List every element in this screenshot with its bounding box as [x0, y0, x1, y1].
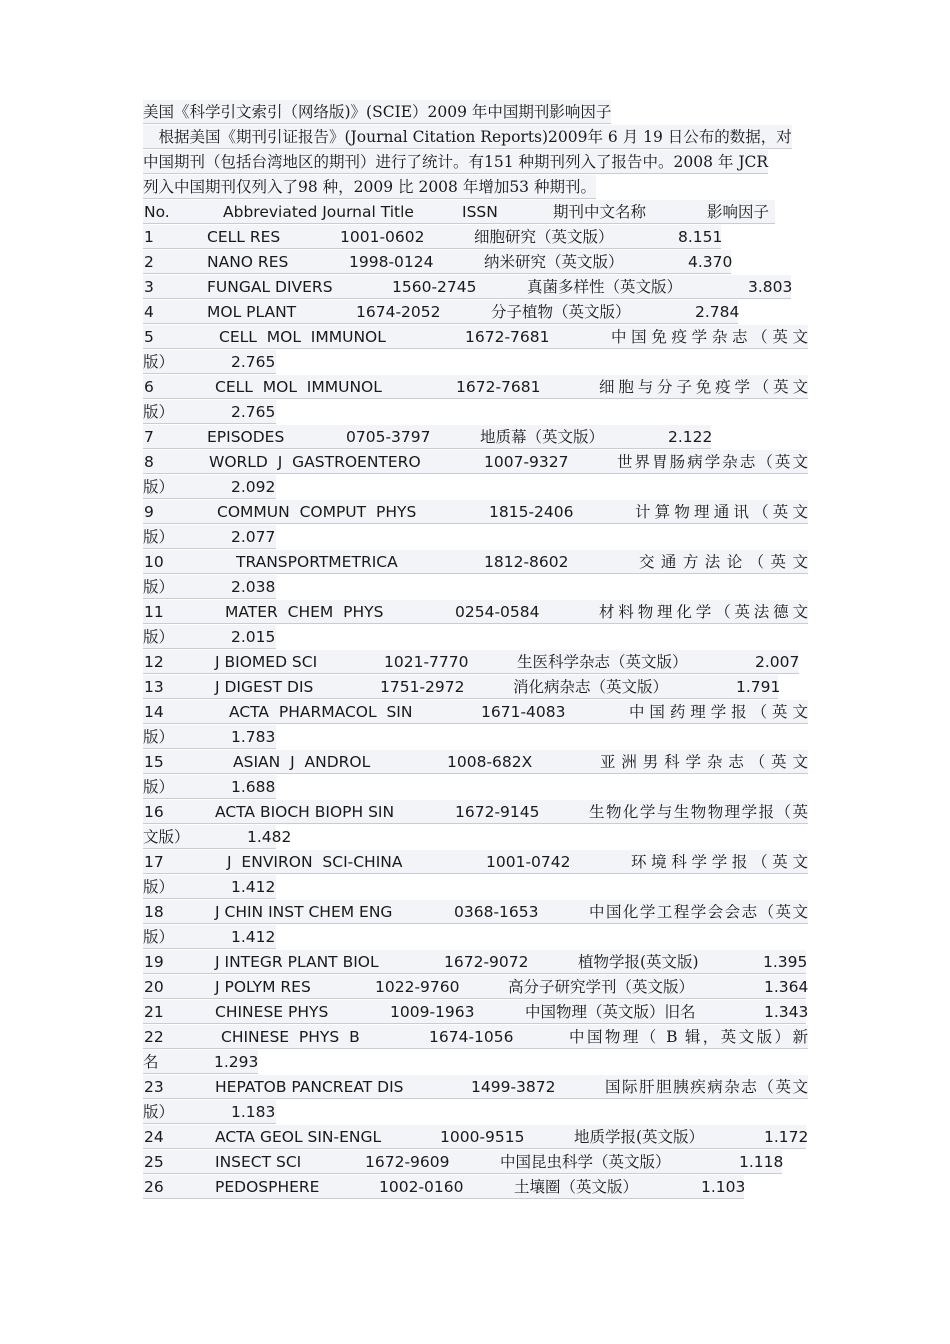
table-row	[143, 675, 808, 700]
row-impact-factor: 2.765	[231, 353, 276, 371]
row-title: J POLYM RES	[215, 978, 311, 996]
row-cn: 中国免疫学杂志（英文	[611, 328, 808, 346]
table-row	[143, 325, 808, 350]
row-cn: 材料物理化学（英法德文	[599, 603, 808, 621]
table-row-continuation	[143, 525, 808, 550]
row-issn: 1002-0160	[379, 1178, 464, 1196]
table-row	[143, 375, 808, 400]
table-row-continuation	[143, 1050, 808, 1075]
row-impact-factor: 2.122	[668, 428, 713, 446]
row-cn: 中国昆虫科学（英文版）	[500, 1153, 671, 1171]
row-issn: 1674-1056	[429, 1028, 514, 1046]
row-impact-factor: 1.791	[736, 678, 781, 696]
row-no: 5	[144, 328, 154, 346]
table-row-continuation	[143, 475, 808, 500]
row-issn: 0368-1653	[454, 903, 539, 921]
table-row	[143, 900, 808, 925]
row-no: 11	[144, 603, 164, 621]
document	[143, 100, 808, 1200]
row-title: TRANSPORTMETRICA	[236, 553, 398, 571]
row-issn: 1001-0742	[486, 853, 571, 871]
row-impact-factor: 2.784	[695, 303, 740, 321]
row-cn: 生物化学与生物物理学报（英	[589, 803, 808, 821]
row-title: COMMUN COMPUT PHYS	[217, 503, 417, 521]
journal-table	[143, 225, 808, 1200]
row-cn: 细胞研究（英文版）	[474, 228, 614, 246]
table-row	[143, 1025, 808, 1050]
header-no: No.	[144, 203, 170, 221]
row-cn: 真菌多样性（英文版）	[527, 278, 683, 296]
row-impact-factor: 1.482	[247, 828, 292, 846]
row-issn: 1499-3872	[471, 1078, 556, 1096]
row-impact-factor: 1.343	[764, 1003, 809, 1021]
row-issn: 1672-7681	[465, 328, 550, 346]
row-cn: 世界胃肠病学杂志（英文	[617, 453, 808, 471]
table-row	[143, 650, 808, 675]
row-no: 13	[144, 678, 164, 696]
row-cn: 中国物理（ B 辑，英文版）新	[569, 1028, 808, 1046]
row-title: WORLD J GASTROENTERO	[209, 453, 421, 471]
table-row-continuation	[143, 875, 808, 900]
table-row-continuation	[143, 825, 808, 850]
row-cn-cont: 版）	[143, 578, 175, 596]
row-impact-factor: 1.118	[739, 1153, 784, 1171]
row-cn-cont: 版）	[143, 353, 175, 371]
row-issn: 1751-2972	[380, 678, 465, 696]
row-title: NANO RES	[207, 253, 289, 271]
row-impact-factor: 1.412	[231, 878, 276, 896]
row-impact-factor: 4.370	[688, 253, 733, 271]
row-cn: 中国化学工程学会会志（英文	[589, 903, 808, 921]
row-cn: 中国物理（英文版）旧名	[525, 1003, 696, 1021]
row-cn: 高分子研究学刊（英文版）	[508, 978, 695, 996]
row-impact-factor: 1.395	[763, 953, 808, 971]
row-title: J BIOMED SCI	[215, 653, 318, 671]
row-cn: 亚洲男科学杂志（英文	[600, 753, 808, 771]
table-row	[143, 700, 808, 725]
table-row	[143, 750, 808, 775]
row-issn: 1672-9072	[444, 953, 529, 971]
row-title: HEPATOB PANCREAT DIS	[215, 1078, 404, 1096]
row-title: EPISODES	[207, 428, 285, 446]
row-no: 21	[144, 1003, 164, 1021]
header-if: 影响因子	[707, 203, 770, 221]
table-row	[143, 450, 808, 475]
row-issn: 1815-2406	[489, 503, 574, 521]
row-issn: 1674-2052	[356, 303, 441, 321]
row-cn: 植物学报(英文版)	[578, 953, 699, 971]
intro-line-2: 中国期刊（包括台湾地区的期刊）进行了统计。有151 种期刊列入了报告中。2008 年 JCR	[143, 150, 768, 174]
row-no: 4	[144, 303, 154, 321]
table-row-continuation	[143, 625, 808, 650]
row-cn-cont: 名	[143, 1053, 159, 1071]
row-cn: 土壤圈（英文版）	[514, 1178, 639, 1196]
row-no: 20	[144, 978, 164, 996]
document-title: 美国《科学引文索引（网络版)》(SCIE）2009 年中国期刊影响因子	[143, 100, 611, 124]
intro-line-1: 根据美国《期刊引证报告》(Journal Citation Reports)2009年 6 月 19 日公布的数据，对	[143, 125, 792, 149]
row-cn: 地质学报(英文版）	[574, 1128, 705, 1146]
table-row-continuation	[143, 775, 808, 800]
row-no: 25	[144, 1153, 164, 1171]
row-title: ACTA GEOL SIN-ENGL	[215, 1128, 382, 1146]
row-issn: 1000-9515	[440, 1128, 525, 1146]
table-row	[143, 300, 808, 325]
table-row	[143, 550, 808, 575]
row-impact-factor: 1.412	[231, 928, 276, 946]
table-row	[143, 500, 808, 525]
table-row	[143, 600, 808, 625]
row-no: 23	[144, 1078, 164, 1096]
row-impact-factor: 2.007	[755, 653, 800, 671]
row-cn: 分子植物（英文版）	[491, 303, 631, 321]
row-title: CHINESE PHYS B	[221, 1028, 360, 1046]
table-row-continuation	[143, 350, 808, 375]
row-cn-cont: 版）	[143, 628, 175, 646]
row-impact-factor: 1.103	[701, 1178, 746, 1196]
table-row	[143, 425, 808, 450]
table-row-continuation	[143, 925, 808, 950]
row-cn: 计算物理通讯（英文	[635, 503, 808, 521]
row-no: 7	[144, 428, 154, 446]
row-impact-factor: 1.783	[231, 728, 276, 746]
row-issn: 1001-0602	[340, 228, 425, 246]
row-cn: 地质幕（英文版）	[480, 428, 605, 446]
table-row-continuation	[143, 575, 808, 600]
table-row	[143, 1175, 808, 1200]
row-no: 6	[144, 378, 154, 396]
table-row	[143, 1000, 808, 1025]
row-no: 19	[144, 953, 164, 971]
row-issn: 1672-7681	[456, 378, 541, 396]
row-title: ASIAN J ANDROL	[233, 753, 371, 771]
row-impact-factor: 1.364	[764, 978, 809, 996]
row-issn: 0254-0584	[455, 603, 540, 621]
table-row	[143, 950, 808, 975]
row-no: 3	[144, 278, 154, 296]
row-no: 26	[144, 1178, 164, 1196]
table-row	[143, 1150, 808, 1175]
row-issn: 0705-3797	[346, 428, 431, 446]
table-row	[143, 275, 808, 300]
table-row	[143, 225, 808, 250]
row-cn-cont: 版）	[143, 528, 175, 546]
row-cn: 环境科学学报（英文	[631, 853, 808, 871]
row-cn-cont: 版）	[143, 928, 175, 946]
row-title: J CHIN INST CHEM ENG	[215, 903, 393, 921]
row-no: 15	[144, 753, 164, 771]
row-cn-cont: 版）	[143, 878, 175, 896]
row-cn: 纳米研究（英文版）	[484, 253, 624, 271]
row-impact-factor: 2.038	[231, 578, 276, 596]
row-issn: 1007-9327	[484, 453, 569, 471]
row-no: 17	[144, 853, 164, 871]
row-no: 1	[144, 228, 154, 246]
row-issn: 1998-0124	[349, 253, 434, 271]
row-issn: 1022-9760	[375, 978, 460, 996]
row-cn: 交通方法论（英文	[639, 553, 808, 571]
row-title: CELL RES	[207, 228, 281, 246]
table-header	[143, 200, 808, 225]
row-no: 12	[144, 653, 164, 671]
row-impact-factor: 1.293	[214, 1053, 259, 1071]
row-no: 2	[144, 253, 154, 271]
intro-line-3: 列入中国期刊仅列入了98 种，2009 比 2008 年增加53 种期刊。	[143, 175, 596, 199]
row-no: 18	[144, 903, 164, 921]
row-cn-cont: 版）	[143, 478, 175, 496]
row-title: J INTEGR PLANT BIOL	[215, 953, 379, 971]
row-title: J ENVIRON SCI-CHINA	[227, 853, 403, 871]
table-row	[143, 850, 808, 875]
row-cn: 生医科学杂志（英文版）	[517, 653, 688, 671]
row-impact-factor: 8.151	[678, 228, 723, 246]
row-cn-cont: 版）	[143, 403, 175, 421]
row-impact-factor: 1.172	[764, 1128, 809, 1146]
row-title: ACTA BIOCH BIOPH SIN	[215, 803, 395, 821]
table-row	[143, 250, 808, 275]
row-impact-factor: 2.092	[231, 478, 276, 496]
row-cn: 中国药理学报（英文	[629, 703, 808, 721]
row-cn-cont: 版）	[143, 1103, 175, 1121]
row-issn: 1812-8602	[484, 553, 569, 571]
header-cn: 期刊中文名称	[553, 203, 647, 221]
table-row	[143, 975, 808, 1000]
row-no: 8	[144, 453, 154, 471]
row-title: INSECT SCI	[215, 1153, 302, 1171]
row-title: PEDOSPHERE	[215, 1178, 320, 1196]
row-title: FUNGAL DIVERS	[207, 278, 333, 296]
table-row-continuation	[143, 400, 808, 425]
row-no: 10	[144, 553, 164, 571]
row-issn: 1560-2745	[392, 278, 477, 296]
row-title: CELL MOL IMMUNOL	[215, 378, 382, 396]
row-cn: 消化病杂志（英文版）	[513, 678, 669, 696]
row-title: MATER CHEM PHYS	[225, 603, 384, 621]
row-no: 9	[144, 503, 154, 521]
row-title: ACTA PHARMACOL SIN	[229, 703, 413, 721]
row-title: MOL PLANT	[207, 303, 297, 321]
row-impact-factor: 1.183	[231, 1103, 276, 1121]
row-issn: 1671-4083	[481, 703, 566, 721]
row-no: 22	[144, 1028, 164, 1046]
row-title: CELL MOL IMMUNOL	[219, 328, 386, 346]
row-cn: 细胞与分子免疫学（英文	[599, 378, 808, 396]
table-row	[143, 1125, 808, 1150]
row-title: J DIGEST DIS	[215, 678, 314, 696]
row-cn-cont: 版）	[143, 778, 175, 796]
row-title: CHINESE PHYS	[215, 1003, 329, 1021]
table-row	[143, 800, 808, 825]
row-cn-cont: 版）	[143, 728, 175, 746]
row-cn-cont: 文版）	[143, 828, 190, 846]
row-no: 16	[144, 803, 164, 821]
row-impact-factor: 1.688	[231, 778, 276, 796]
row-issn: 1021-7770	[384, 653, 469, 671]
header-title: Abbreviated Journal Title	[223, 203, 414, 221]
row-issn: 1672-9145	[455, 803, 540, 821]
header-issn: ISSN	[462, 203, 498, 221]
row-issn: 1672-9609	[365, 1153, 450, 1171]
row-issn: 1009-1963	[390, 1003, 475, 1021]
table-row-continuation	[143, 1100, 808, 1125]
row-impact-factor: 3.803	[748, 278, 793, 296]
table-row	[143, 1075, 808, 1100]
row-impact-factor: 2.015	[231, 628, 276, 646]
row-no: 14	[144, 703, 164, 721]
row-issn: 1008-682X	[447, 753, 533, 771]
row-no: 24	[144, 1128, 164, 1146]
row-impact-factor: 2.077	[231, 528, 276, 546]
row-cn: 国际肝胆胰疾病杂志（英文	[605, 1078, 808, 1096]
row-impact-factor: 2.765	[231, 403, 276, 421]
table-row-continuation	[143, 725, 808, 750]
